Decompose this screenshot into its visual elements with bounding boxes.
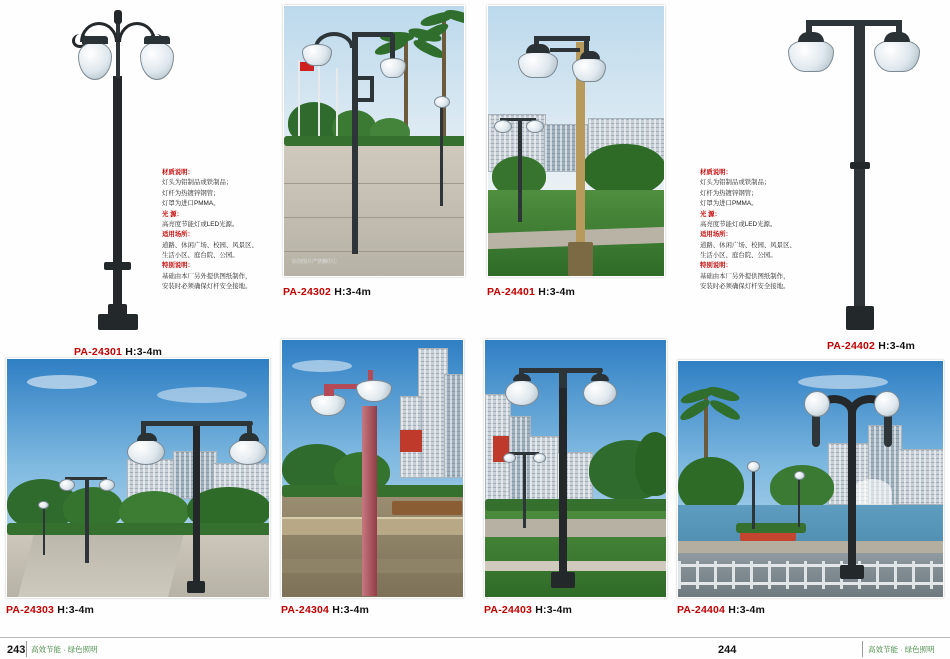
caption-PA-24303 [6, 604, 94, 616]
caption-PA-24301 [74, 346, 162, 358]
spec-block-right [700, 168, 832, 293]
product-height-PA-24403: H:3-4m [535, 604, 573, 616]
product-id-PA-24303: PA-24303 [6, 604, 55, 616]
page-number-left: 243 [7, 644, 26, 656]
spec-right-material-line-3: 灯罩为进口PMMA。 [700, 200, 758, 208]
product-image-PA-24403 [484, 339, 667, 598]
product-id-PA-24301: PA-24301 [74, 346, 123, 358]
product-height-PA-24402: H:3-4m [878, 340, 916, 352]
product-id-PA-24404: PA-24404 [677, 604, 726, 616]
caption-PA-24403 [484, 604, 572, 616]
spec-right-note-line-2: 安装时必须确保灯杆安全接地。 [700, 283, 790, 291]
spec-right-light-line-1: 高亮度节能灯或LED光源。 [700, 220, 777, 228]
spec-right-material-line-1: 灯头为铝制品或铁制品； [700, 179, 771, 187]
spec-right-material-title: 材质说明： [700, 169, 732, 176]
spec-left-material-line-3: 灯罩为进口PMMA。 [162, 200, 220, 208]
spec-left-material-line-2: 灯杆为热镀锌钢管； [162, 189, 220, 197]
product-image-PA-24304 [281, 339, 464, 598]
product-height-PA-24304: H:3-4m [332, 604, 370, 616]
product-height-PA-24401: H:3-4m [538, 286, 576, 298]
spec-right-note-line-1: 基础由本厂另外提供图纸制作， [700, 272, 790, 280]
caption-PA-24304 [281, 604, 369, 616]
page-footer [0, 637, 950, 659]
product-image-PA-24401 [487, 5, 665, 277]
spec-right-light-title: 光 源： [700, 210, 721, 218]
footer-slogan-left: 高效节能 · 绿色照明 [31, 645, 98, 654]
caption-PA-24404 [677, 604, 765, 616]
spec-right-usage-line-2: 生活小区、庭台院、公园。 [700, 252, 777, 259]
product-id-PA-24302: PA-24302 [283, 286, 332, 298]
spec-left-light-title: 光 源： [162, 210, 183, 218]
product-image-PA-24303 [6, 358, 270, 598]
product-id-PA-24402: PA-24402 [827, 340, 876, 352]
footer-divider-right [862, 641, 863, 657]
spec-left-note-line-2: 安装时必须确保灯杆安全接地。 [162, 283, 252, 291]
product-id-PA-24403: PA-24403 [484, 604, 533, 616]
watermark-PA-24302: 原创图片严禁翻印① [292, 259, 338, 265]
spec-left-usage-line-1: 道路、休闲广场、校园、风景区、 [162, 241, 258, 249]
spec-right-usage-title: 适用场所： [700, 231, 732, 239]
spec-block-left [162, 168, 294, 293]
product-height-PA-24301: H:3-4m [125, 346, 163, 358]
product-height-PA-24302: H:3-4m [334, 286, 372, 298]
spec-right-material-line-2: 灯杆为热镀锌钢管； [700, 189, 758, 197]
spec-right-usage-line-1: 道路、休闲广场、校园、风景区、 [700, 241, 796, 249]
product-id-PA-24401: PA-24401 [487, 286, 536, 298]
footer-slogan-right: 高效节能 · 绿色照明 [868, 645, 935, 654]
spec-left-note-title: 特别说明： [162, 262, 194, 270]
spec-left-light-line-1: 高亮度节能灯或LED光源。 [162, 220, 239, 228]
spec-left-material-line-1: 灯头为铝制品或铁制品； [162, 179, 233, 187]
caption-PA-24402 [827, 340, 915, 352]
spec-left-material-title: 材质说明： [162, 169, 194, 176]
caption-PA-24401 [487, 286, 575, 298]
product-height-PA-24303: H:3-4m [57, 604, 95, 616]
caption-PA-24302 [283, 286, 371, 298]
product-image-PA-24302 [283, 5, 465, 277]
footer-divider-left [26, 641, 27, 657]
product-id-PA-24304: PA-24304 [281, 604, 330, 616]
spec-left-usage-title: 适用场所： [162, 231, 194, 239]
spec-left-note-line-1: 基础由本厂另外提供图纸制作， [162, 272, 252, 280]
spec-left-usage-line-2: 生活小区、庭台院、公园。 [162, 252, 239, 259]
page-number-right: 244 [718, 644, 737, 656]
spec-right-note-title: 特别说明： [700, 262, 732, 270]
product-image-PA-24404 [677, 360, 944, 598]
product-height-PA-24404: H:3-4m [728, 604, 766, 616]
